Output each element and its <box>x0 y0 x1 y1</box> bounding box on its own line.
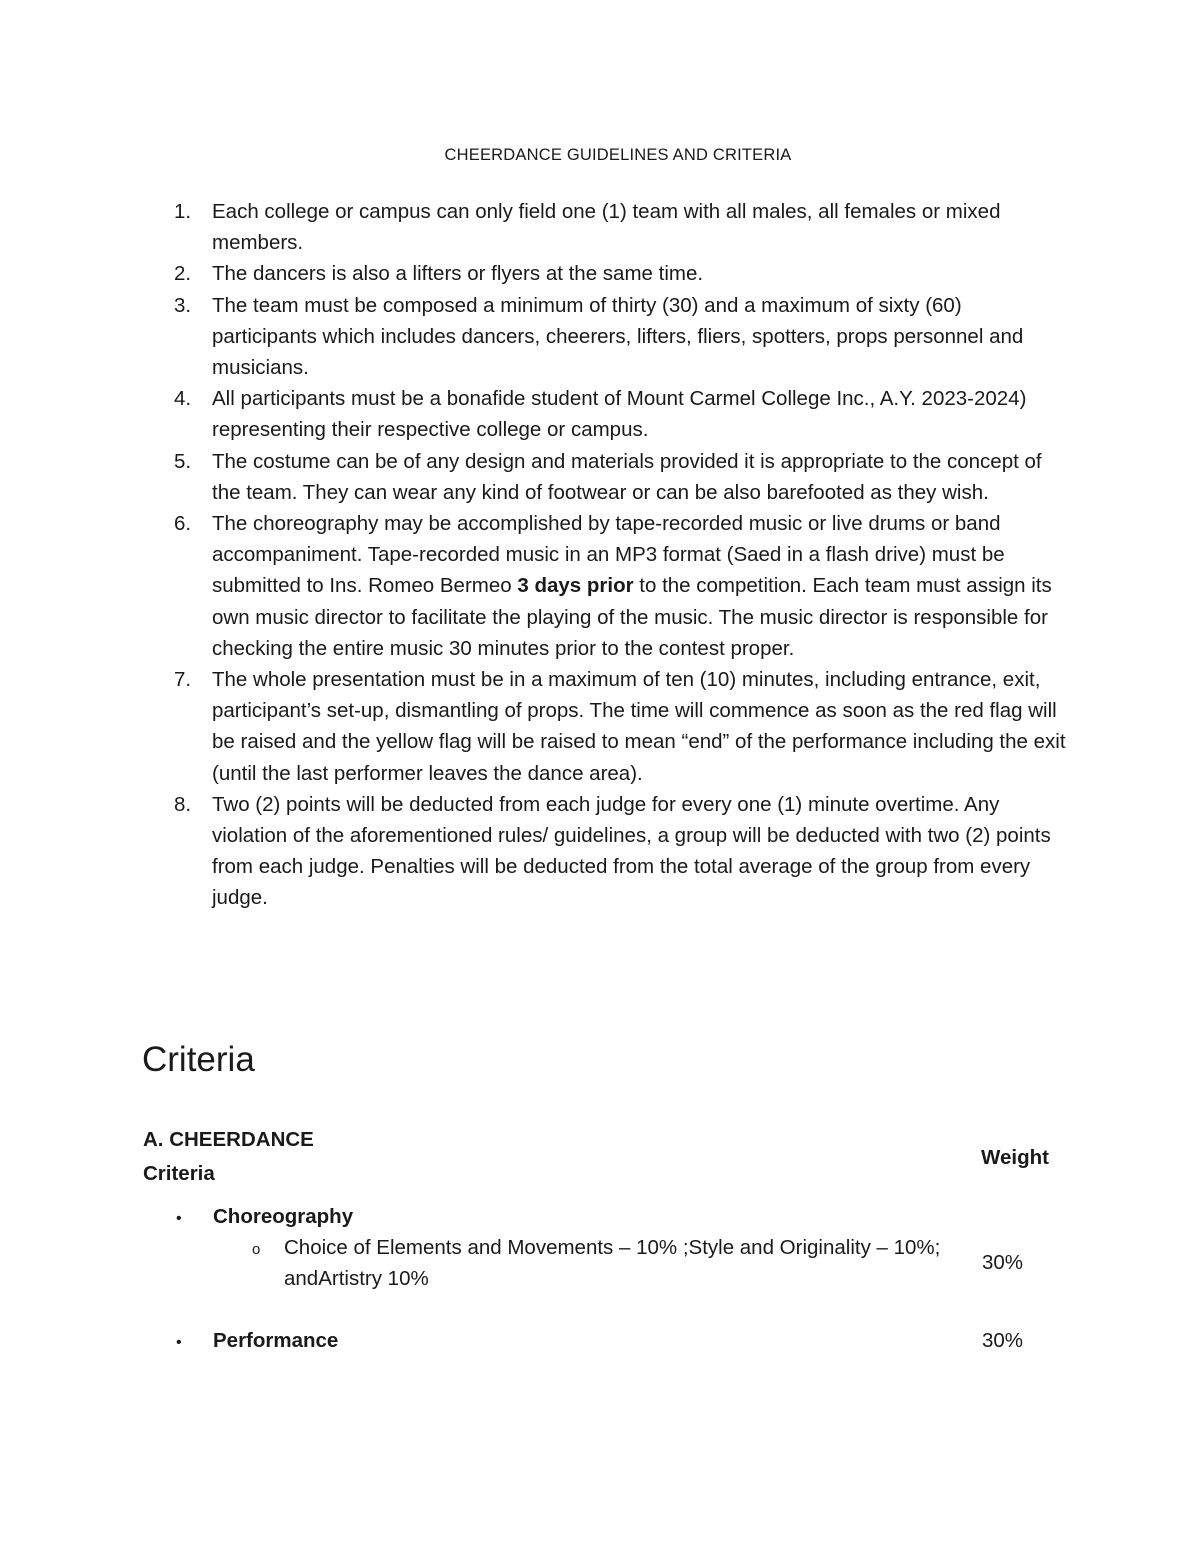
guideline-text: The dancers is also a lifters or flyers at the same time. <box>212 262 704 286</box>
weight-column-header: Weight <box>981 1146 1049 1169</box>
document-title: CHEERDANCE GUIDELINES AND CRITERIA <box>444 146 792 164</box>
guideline-item <box>0 664 1200 789</box>
guideline-text: All participants must be a bonafide student of Mount Carmel College Inc., A.Y. 2023-2024) representing their respective college or campus. <box>212 387 1027 442</box>
criteria-column-header: Criteria <box>143 1162 215 1185</box>
guideline-number: 8. <box>174 792 192 816</box>
guideline-text: Each college or campus can only field one (1) team with all males, all females or mixed members. <box>212 200 1001 255</box>
criteria-subitem-text: Choice of Elements and Movements – 10% ;Style and Originality – 10%; andArtistry 10% <box>284 1236 941 1291</box>
bullet-icon: • <box>176 1334 182 1351</box>
guideline-number: 5. <box>174 449 192 473</box>
guideline-number: 1. <box>174 200 192 223</box>
guideline-text: The costume can be of any design and materials provided it is appropriate to the concept of the team. They can wear any kind of footwear or can be also barefooted as they wish. <box>212 449 1042 504</box>
guideline-number: 3. <box>174 293 192 317</box>
criteria-label: Choreography <box>213 1205 354 1228</box>
guideline-text: The whole presentation must be in a maximum of ten (10) minutes, including entrance, exit, participant’s set-up, dismantling of props. The time will commence as soon as the red flag will be raised and the yellow flag will be raised to mean “end” of the performance including the exit (until the last performer leaves the dance area). <box>212 668 1066 785</box>
sub-bullet-icon: o <box>252 1241 261 1258</box>
guideline-number: 4. <box>174 387 192 411</box>
guideline-item <box>0 196 1200 258</box>
guideline-text: Two (2) points will be deducted from each judge for every one (1) minute overtime. Any violation of the aforementioned rules/ guidelines, a group will be deducted with two (2) points from each judge. Penalties will be deducted from the total average of the group from every judge. <box>212 792 1051 910</box>
bullet-icon: • <box>176 1210 182 1227</box>
guideline-item <box>0 290 1200 384</box>
criteria-weight: 30% <box>982 1251 1024 1274</box>
guideline-number: 6. <box>174 512 192 536</box>
criteria-weight: 30% <box>982 1329 1024 1352</box>
guideline-text: The team must be composed a minimum of thirty (30) and a maximum of sixty (60) participants which includes dancers, cheerers, lifters, fliers, spotters, props personnel and musicians. <box>212 293 1024 380</box>
guideline-number: 7. <box>174 668 192 692</box>
cheerdance-subheading: A. CHEERDANCE <box>143 1128 314 1151</box>
criteria-heading: Criteria <box>142 1040 255 1079</box>
guideline-item <box>0 383 1200 445</box>
guidelines-list <box>0 196 1200 914</box>
guideline-item <box>0 508 1200 664</box>
guideline-item <box>0 789 1200 914</box>
guideline-item <box>0 258 1200 289</box>
criteria-label: Performance <box>213 1329 339 1352</box>
guideline-number: 2. <box>174 262 192 286</box>
guideline-item <box>0 446 1200 508</box>
guideline-text: The choreography may be accomplished by tape-recorded music or live drums or band accompaniment. Tape-recorded music in an MP3 format (Saed in a flash drive) must be submitted to Ins. Romeo Bermeo 3 days prior to the competition. Each team must assign its own music director to facilitate the playing of the music. The music director is responsible for checking the entire music 30 minutes prior to the contest proper. <box>212 512 1052 660</box>
